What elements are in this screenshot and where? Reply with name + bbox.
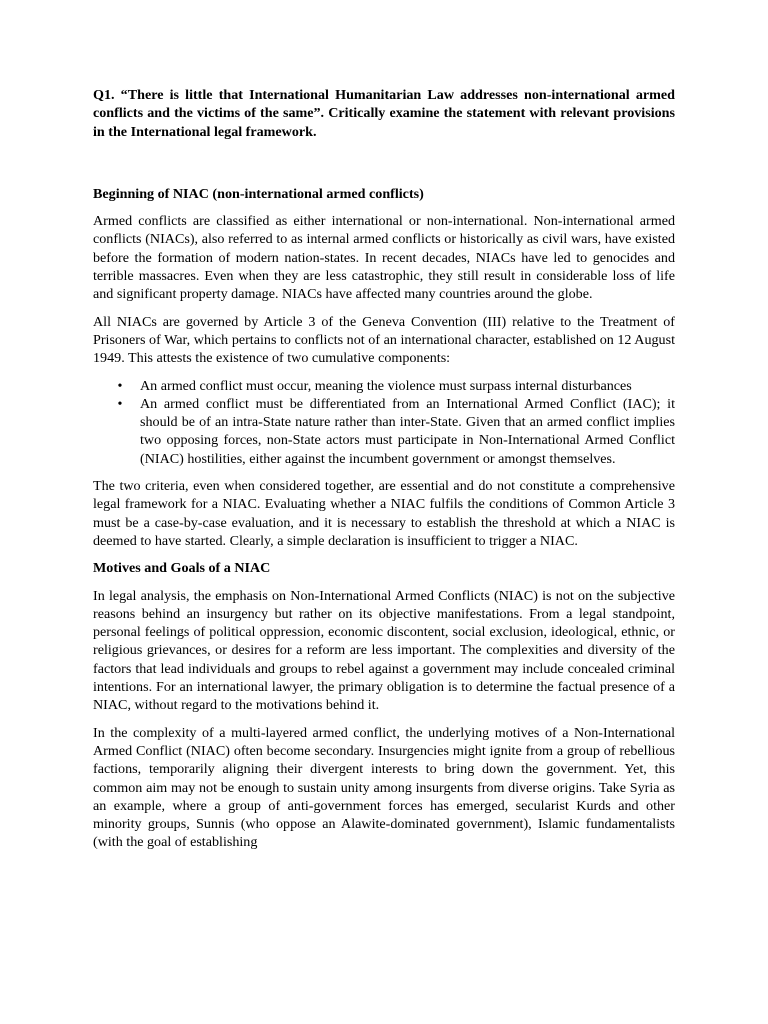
section-heading-motives-goals: Motives and Goals of a NIAC	[93, 560, 271, 577]
question-text: Q1. “There is little that International Humanitarian Law addresses non-international armed conflicts and the victims of the same”. Critically examine the statement with relevant provisions in the International legal framework.	[93, 87, 675, 140]
paragraph: Armed conflicts are classified as either international or non-international. Non-international armed conflicts (NIACs), also referred to as internal armed conflicts or historically as civil wars, have existed before the formation of modern nation-states. In recent decades, NIACs have led to genocides and terrible massacres. Even when they are less catastrophic, they still result in considerable loss of life and significant property damage. NIACs have affected many countries around the globe.	[93, 213, 675, 303]
paragraph: The two criteria, even when considered together, are essential and do not constitute a comprehensive legal framework for a NIAC. Evaluating whether a NIAC fulfils the conditions of Common Article 3 must be a case-by-case evaluation, and it is necessary to establish the threshold at which a NIAC is deemed to have started. Clearly, a simple declaration is insufficient to trigger a NIAC.	[93, 478, 675, 549]
paragraph: In legal analysis, the emphasis on Non-International Armed Conflicts (NIAC) is not on the subjective reasons behind an insurgency but rather on its objective manifestations. From a legal standpoint, personal feelings of political oppression, economic discontent, social exclusion, ideological, ethnic, or religious grievances, or desires for a reform are less important. The complexities and diversity of the factors that lead individuals and groups to rebel against a government may include concealed criminal intentions. For an international lawyer, the primary obligation is to determine the factual presence of a NIAC, without regard to the motivations behind it.	[93, 587, 675, 714]
section-heading-niac-beginning: Beginning of NIAC (non-international armed conflicts)	[93, 185, 424, 202]
bullet-icon: •	[117, 395, 123, 412]
bullet-list	[93, 377, 675, 468]
bullet-text: An armed conflict must occur, meaning the violence must surpass internal disturbances	[140, 377, 632, 394]
paragraph: In the complexity of a multi-layered armed conflict, the underlying motives of a Non-International Armed Conflict (NIAC) often become secondary. Insurgencies might ignite from a group of rebellious factions, temporarily aligning their divergent interests to bring down the government. Yet, this common aim may not be enough to sustain unity among insurgents from diverse origins. Take Syria as an example, where a group of anti-government forces has emerged, secularist Kurds and other minority groups, Sunnis (who oppose an Alawite-dominated government), Islamic fundamentalists (with the goal of establishing	[93, 724, 675, 851]
document-page	[93, 86, 675, 852]
bullet-item	[117, 377, 675, 395]
bullet-item	[117, 395, 675, 468]
bullet-icon: •	[117, 377, 123, 394]
bullet-text: An armed conflict must be differentiated from an International Armed Conflict (IAC); it should be of an intra-State nature rather than inter-State. Given that an armed conflict implies two opposing forces, non-State actors must participate in Non-International Armed Conflict (NIAC) hostilities, either against the incumbent government or amongst themselves.	[140, 395, 675, 467]
paragraph: All NIACs are governed by Article 3 of the Geneva Convention (III) relative to the Treatment of Prisoners of War, which pertains to conflicts not of an international character, established on 12 August 1949. This attests the existence of two cumulative components:	[93, 313, 675, 367]
